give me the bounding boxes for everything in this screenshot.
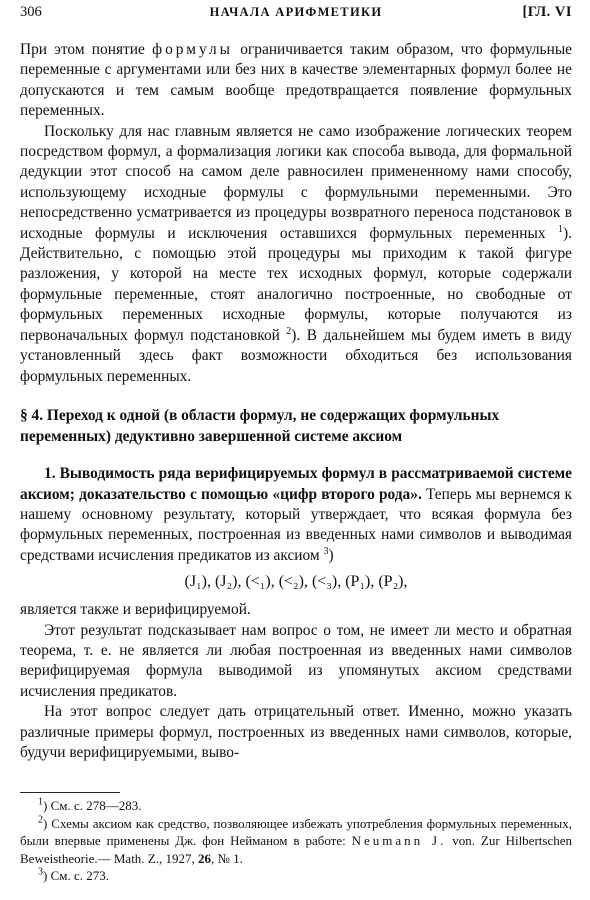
spaced-term: формулы bbox=[152, 41, 234, 58]
paragraph-5: На этот вопрос следует дать отрицательный ответ. Именно, можно указать различные примеры формул, построенных из введенных нами символов, которые, будучи верифицируемыми, выво- bbox=[20, 703, 572, 761]
text-run: При этом понятие bbox=[20, 41, 153, 58]
paragraph-3 bbox=[20, 464, 572, 566]
page-header bbox=[20, 4, 572, 24]
page-number: 306 bbox=[20, 4, 42, 20]
text-run: ). В дальнейшем мы будем иметь в виду установленный здесь факт возможности обходиться без использования формульных переменных. bbox=[20, 326, 572, 385]
author-name: Neumann J. bbox=[351, 833, 447, 849]
section-heading: § 4. Переход к одной (в области формул, не содержащих формульных переменных) дедуктивно завершенной системе аксиом bbox=[20, 406, 500, 445]
text-run: Теперь мы вернемся к нашему основному результату, который утверждает, что всякая формула без формульных переменных, построенная из введенных нами символов и выводимая средствами исчисления предикатов из аксиом bbox=[20, 485, 572, 564]
footnote-2 bbox=[20, 815, 572, 868]
footnote-ref-2[interactable]: 2 bbox=[286, 325, 292, 337]
axiom-list-formula: (J₁), (J₂), (<₁), (<₂), (<₃), (P₁), (P₂), bbox=[184, 573, 408, 591]
footnote-ref-3[interactable]: 3 bbox=[323, 545, 329, 557]
text-run: ) bbox=[328, 546, 334, 564]
main-text bbox=[20, 40, 572, 763]
footnote-text: ) См. с. 278—283. bbox=[43, 798, 142, 813]
footnote-text: ) См. с. 273. bbox=[43, 868, 109, 884]
volume-number: 26 bbox=[198, 850, 211, 866]
running-title: НАЧАЛА АРИФМЕТИКИ bbox=[209, 5, 383, 19]
paragraph-after-formula: является также и верифицируемой. bbox=[20, 601, 251, 619]
subsection-heading: 1. Выводимость ряда верифицируемых формул в рассматриваемой системе аксиом; доказательство с помощью «цифр второго рода». bbox=[20, 465, 572, 503]
text-run: ограничивается таким образом, что формульные переменные с аргументами или без них в качестве элементарных формул более не допускаются и тем самым вообще предотвращается появление формульных переменных. bbox=[20, 41, 572, 120]
footnote-text: , № 1. bbox=[211, 850, 243, 866]
footnote-3 bbox=[20, 867, 572, 885]
paragraph-2 bbox=[20, 122, 572, 387]
footnote-mark: 3 bbox=[38, 867, 43, 879]
paragraph-4: Этот результат подсказывает нам вопрос о том, не имеет ли место и обратная теорема, т. е. не является ли любая построенная из введенных нами символов верифицируемая формула выводимой из упомянутых аксиом средствами исчисления предикатов. bbox=[20, 621, 572, 700]
book-page bbox=[20, 0, 572, 900]
footnote-1 bbox=[20, 797, 572, 815]
chapter-label: [ГЛ. VI bbox=[522, 4, 572, 20]
footnote-divider bbox=[20, 792, 120, 793]
footnote-text: ) Схемы аксиом как средство, позволяющее избежать употребления формульных переменных, были впервые применены Дж. фон Нейманом в работе: bbox=[20, 815, 572, 849]
footnote-mark: 2 bbox=[38, 814, 43, 826]
text-run: ). Действительно, с помощью этой процедуры мы приходим к такой фигуре разложения, у которой на месте тех исходных формул, которые содержали формульные переменные, стоят аналогично построенные, но свободные от формульных переменных исходные формулы, которые получаются из первоначальных формул подстановкой bbox=[20, 224, 572, 344]
text-run: Поскольку для нас главным является не само изображение логических теорем посредством формул, а формализация логики как способа вывода, для формальной дедукции этот способ на самом деле равносилен примененному нами способу, использующему исходные формулы с формульными переменными. Это непосредственно усматривается из процедуры возвратного переноса подстановок в исходные формулы и исключения оставшихся формульных переменных bbox=[20, 122, 572, 242]
footnotes bbox=[20, 797, 572, 885]
footnote-mark: 1 bbox=[38, 796, 43, 808]
paragraph-1 bbox=[20, 40, 572, 122]
footnote-ref-1[interactable]: 1 bbox=[558, 223, 564, 235]
footnote-text: von. Zur Hilbertschen Beweistheorie.— Math. Z., 1927, bbox=[20, 833, 572, 866]
